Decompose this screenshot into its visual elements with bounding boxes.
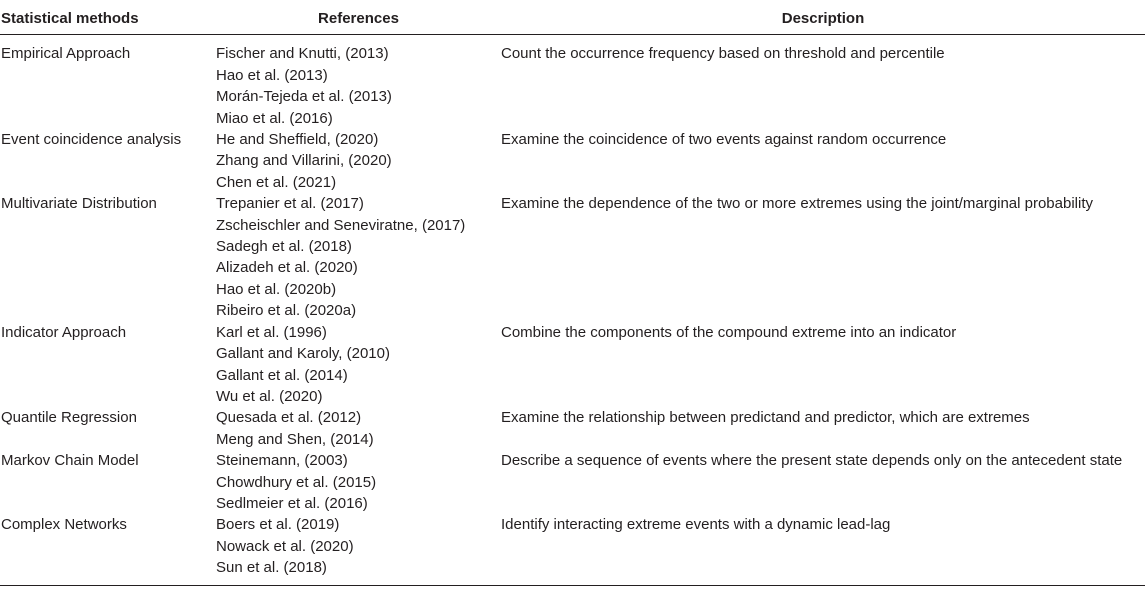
reference-item: Sun et al. (2018) [216, 559, 327, 577]
table-row [0, 129, 1145, 193]
reference-item: Miao et al. (2016) [216, 109, 333, 127]
reference-item: Ribeiro et al. (2020a) [216, 302, 357, 320]
reference-item: Morán-Tejeda et al. (2013) [216, 88, 392, 106]
table-row [0, 407, 1145, 450]
references-cell [216, 407, 501, 450]
table-row [0, 322, 1145, 408]
reference-item: Wu et al. (2020) [216, 387, 323, 405]
references-cell [216, 514, 501, 585]
reference-item: Meng and Shen, (2014) [216, 430, 374, 448]
method-cell: Multivariate Distribution [1, 195, 157, 213]
table-row [0, 193, 1145, 321]
methods-table [0, 6, 1145, 586]
references-cell [216, 450, 501, 514]
reference-item: Trepanier et al. (2017) [216, 195, 364, 213]
reference-item: Sadegh et al. (2018) [216, 238, 352, 256]
references-cell [216, 322, 501, 408]
method-cell: Complex Networks [0, 514, 216, 585]
description-cell: Examine the coincidence of two events against random occurrence [501, 131, 947, 149]
reference-item: Boers et al. (2019) [216, 516, 340, 534]
reference-item: Steinemann, (2003) [216, 452, 348, 470]
reference-item: Nowack et al. (2020) [216, 537, 354, 555]
reference-item: Karl et al. (1996) [216, 323, 327, 341]
description-cell: Identify interacting extreme events with a dynamic lead-lag [501, 514, 1145, 585]
header-references: References [216, 6, 501, 35]
reference-item: Zscheischler and Seneviratne, (2017) [216, 216, 466, 234]
description-cell: Examine the relationship between predictand and predictor, which are extremes [501, 409, 1030, 427]
reference-item: Sedlmeier et al. (2016) [216, 494, 368, 512]
method-cell: Empirical Approach [1, 45, 131, 63]
description-cell: Examine the dependence of the two or more extremes using the joint/marginal probability [501, 195, 1093, 213]
reference-item: Chowdhury et al. (2015) [216, 473, 377, 491]
table-row [0, 35, 1145, 129]
description-cell: Count the occurrence frequency based on threshold and percentile [501, 45, 945, 63]
reference-item: Alizadeh et al. (2020) [216, 259, 358, 277]
method-cell: Event coincidence analysis [1, 131, 182, 149]
reference-item: Fischer and Knutti, (2013) [216, 45, 389, 63]
reference-item: He and Sheffield, (2020) [216, 131, 379, 149]
reference-item: Zhang and Villarini, (2020) [216, 152, 392, 170]
reference-item: Chen et al. (2021) [216, 173, 337, 191]
table-body [0, 35, 1145, 585]
reference-item: Hao et al. (2013) [216, 66, 328, 84]
reference-item: Gallant et al. (2014) [216, 366, 348, 384]
table-row [0, 514, 1145, 585]
header-statistical-methods: Statistical methods [0, 6, 216, 35]
description-cell: Describe a sequence of events where the present state depends only on the antecedent state [501, 452, 1123, 470]
reference-item: Hao et al. (2020b) [216, 280, 337, 298]
table-row [0, 450, 1145, 514]
references-cell [216, 129, 501, 193]
header-row [0, 6, 1145, 35]
reference-item: Gallant and Karoly, (2010) [216, 345, 390, 363]
table-header [0, 6, 1145, 35]
references-cell [216, 35, 501, 129]
method-cell: Indicator Approach [1, 323, 127, 341]
description-cell: Combine the components of the compound extreme into an indicator [501, 323, 957, 341]
method-cell: Markov Chain Model [1, 452, 139, 470]
method-cell: Quantile Regression [1, 409, 137, 427]
references-cell [216, 193, 501, 321]
reference-item: Quesada et al. (2012) [216, 409, 362, 427]
header-description: Description [501, 6, 1145, 35]
